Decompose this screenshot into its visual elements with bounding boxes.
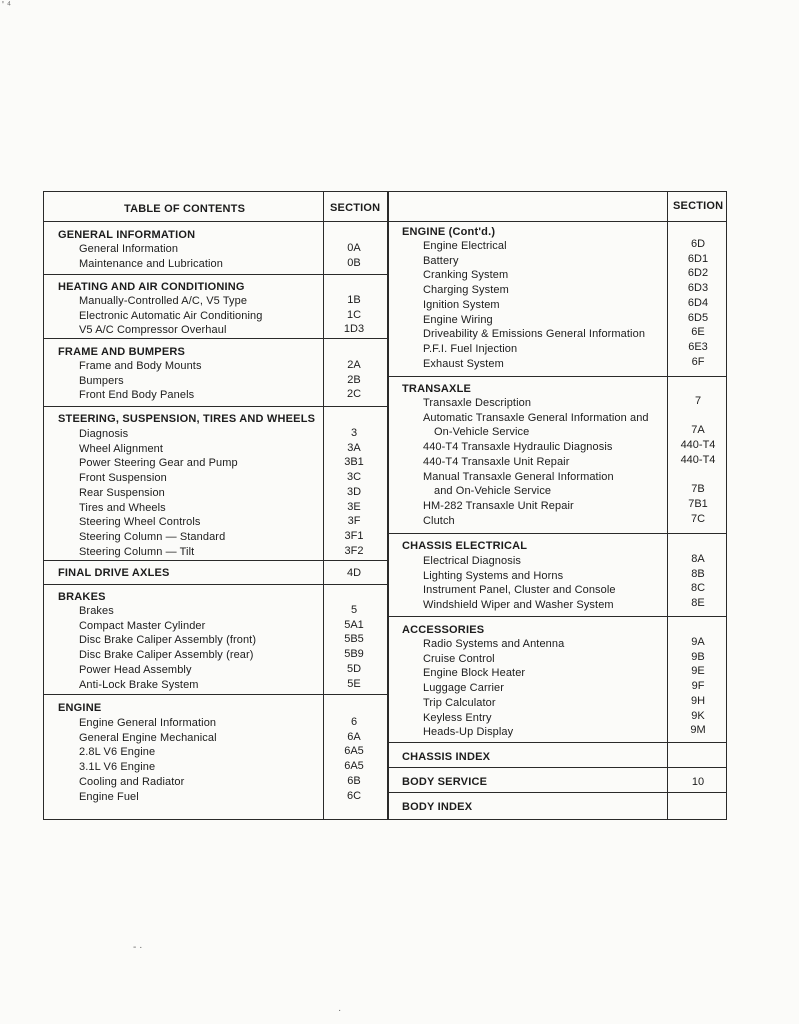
toc-entry-label: Wheel Alignment [79, 442, 164, 455]
section-code: 5D [346, 662, 362, 675]
toc-entry-label: Compact Master Cylinder [79, 619, 206, 632]
toc-entry-label: Engine General Information [79, 717, 217, 729]
group-title: STEERING, SUSPENSION, TIRES AND WHEELS [58, 413, 316, 425]
toc-group [389, 617, 726, 743]
section-code: 3F [347, 515, 361, 528]
section-code: 6D1 [687, 252, 709, 265]
toc-group [389, 793, 726, 821]
toc-entry-label: HM-282 Transaxle Unit Repair [423, 499, 574, 512]
section-code: 3D [346, 485, 362, 498]
toc-group [44, 561, 387, 585]
toc-group [44, 585, 387, 695]
section-code: 6B [347, 774, 361, 787]
toc-entry-label: Manual Transaxle General Information [423, 470, 614, 483]
section-code: 7A [691, 424, 705, 437]
toc-entry-label: Clutch [423, 514, 455, 527]
toc-entry-label: Windshield Wiper and Washer System [423, 599, 614, 612]
toc-group [389, 768, 726, 793]
toc-entry-label: Engine Block Heater [423, 667, 526, 680]
group-title: GENERAL INFORMATION [58, 229, 196, 241]
toc-entry-label: Exhaust System [423, 357, 504, 370]
group-title: CHASSIS INDEX [402, 751, 491, 763]
section-code: 440-T4 [680, 439, 716, 452]
section-code: 9A [691, 636, 705, 648]
section-code: 3F2 [344, 544, 364, 557]
toc-group [44, 275, 387, 339]
section-code: 8B [691, 567, 705, 580]
toc-entry-label: Engine Fuel [79, 790, 139, 803]
section-code: 6F [691, 355, 705, 368]
section-code: 3E [347, 500, 361, 513]
section-code: 3A [347, 441, 361, 454]
toc-entry-label: Cooling and Radiator [79, 775, 185, 788]
toc-entry-label: Disc Brake Caliper Assembly (front) [79, 634, 257, 647]
toc-entry-label: Engine Wiring [423, 313, 493, 326]
section-code: 9M [690, 724, 706, 737]
section-code: 7C [690, 512, 706, 525]
group-title: CHASSIS ELECTRICAL [402, 540, 528, 552]
toc-group [44, 695, 387, 821]
toc-entry-label: Power Steering Gear and Pump [79, 457, 238, 470]
toc-entry-label: Trip Calculator [423, 696, 496, 709]
left-header-row [44, 192, 387, 222]
right-header-row [389, 192, 726, 222]
section-code: 6D [690, 238, 706, 250]
section-code: 9K [691, 709, 705, 722]
toc-group [44, 222, 387, 275]
toc-entry-label: Front Suspension [79, 472, 167, 485]
toc-entry-label: Keyless Entry [423, 711, 492, 724]
section-code: 6A5 [344, 760, 364, 773]
section-code: 6D2 [687, 267, 709, 280]
toc-entry-label: Radio Systems and Antenna [423, 638, 565, 650]
section-code: 6D5 [687, 311, 709, 324]
toc-entry-label: Front End Body Panels [79, 389, 195, 402]
section-code: 6D4 [687, 296, 709, 309]
section-code: 9E [691, 665, 705, 678]
group-title: ENGINE (Cont'd.) [402, 226, 496, 238]
toc-group [44, 339, 387, 407]
toc-entry-label: Ignition System [423, 298, 500, 311]
section-code: 5E [347, 677, 361, 690]
section-code: 1C [346, 308, 362, 321]
group-title: BRAKES [58, 591, 106, 603]
table-of-contents [43, 191, 727, 820]
toc-entry-label: Frame and Body Mounts [79, 360, 202, 372]
section-code: 0B [347, 256, 361, 269]
toc-entry-label: 3.1L V6 Engine [79, 761, 156, 774]
toc-entry-label: 440-T4 Transaxle Hydraulic Diagnosis [423, 441, 613, 454]
toc-entry-label: 2.8L V6 Engine [79, 746, 156, 759]
group-title: FINAL DRIVE AXLES [58, 567, 170, 579]
group-title: ENGINE [58, 702, 102, 714]
toc-entry-label: Tires and Wheels [79, 501, 166, 514]
toc-entry-label: Automatic Transaxle General Information and [423, 411, 649, 424]
toc-title: TABLE OF CONTENTS [124, 203, 246, 215]
section-code: 6E3 [688, 340, 708, 353]
toc-entry-label: Disc Brake Caliper Assembly (rear) [79, 649, 254, 662]
section-code: 3 [350, 427, 358, 439]
section-code: 10 [691, 776, 705, 788]
right-section-header: SECTION [673, 200, 724, 212]
toc-entry-label: Bumpers [79, 374, 124, 387]
section-code: 3F1 [344, 529, 364, 542]
toc-entry-label: Driveability & Emissions General Information [423, 328, 646, 341]
group-title: BODY INDEX [402, 801, 473, 813]
section-code: 4D [346, 567, 362, 579]
toc-entry-label: P.F.I. Fuel Injection [423, 342, 518, 355]
toc-entry-label: Manually-Controlled A/C, V5 Type [79, 295, 248, 307]
group-title: TRANSAXLE [402, 383, 472, 395]
group-title: BODY SERVICE [402, 776, 488, 788]
toc-entry-label: Power Head Assembly [79, 663, 192, 676]
toc-entry-label: Maintenance and Lubrication [79, 257, 223, 270]
section-code: 7B [691, 483, 705, 496]
toc-group [389, 743, 726, 768]
section-code: 5B9 [344, 648, 364, 661]
section-code: 9F [691, 680, 705, 693]
toc-entry-label: On-Vehicle Service [434, 426, 530, 439]
toc-entry-label: V5 A/C Compressor Overhaul [79, 324, 227, 337]
toc-entry-label: Cranking System [423, 269, 509, 282]
section-code: 9H [690, 694, 706, 707]
toc-entry-label: Engine Electrical [423, 240, 507, 252]
section-code: 2C [346, 388, 362, 401]
toc-entry-label: Battery [423, 254, 459, 267]
toc-entry-label: Steering Column — Tilt [79, 545, 195, 558]
toc-entry-label: Instrument Panel, Cluster and Console [423, 584, 616, 597]
toc-group [389, 534, 726, 617]
toc-group [44, 407, 387, 561]
toc-entry-label: Lighting Systems and Horns [423, 569, 564, 582]
toc-entry-label: Transaxle Description [423, 397, 532, 409]
left-section-header: SECTION [330, 202, 381, 214]
toc-right-column [388, 192, 726, 819]
section-code: 6A5 [344, 745, 364, 758]
group-title: ACCESSORIES [402, 624, 485, 636]
section-code: 8E [691, 597, 705, 610]
section-code: 1D3 [343, 323, 365, 336]
toc-entry-label: Steering Column — Standard [79, 530, 226, 543]
section-code: 8A [691, 553, 705, 565]
toc-group [389, 377, 726, 534]
section-code: 2B [347, 373, 361, 386]
section-code: 6C [346, 789, 362, 802]
section-code: 0A [347, 242, 361, 254]
section-code: 3C [346, 471, 362, 484]
section-code: 2A [347, 359, 361, 371]
section-code: 5 [350, 604, 358, 616]
toc-entry-label: General Information [79, 243, 179, 255]
section-code: 3B1 [344, 456, 364, 469]
toc-left-column [44, 192, 388, 819]
section-code: 6 [350, 716, 358, 728]
toc-group [389, 222, 726, 377]
toc-entry-label: General Engine Mechanical [79, 731, 217, 744]
toc-entry-label: Electrical Diagnosis [423, 555, 521, 567]
group-title: HEATING AND AIR CONDITIONING [58, 281, 245, 293]
section-code: 7B1 [688, 497, 708, 510]
section-code: 1B [347, 294, 361, 306]
toc-entry-label: Anti-Lock Brake System [79, 678, 199, 691]
section-code: 440-T4 [680, 453, 716, 466]
toc-entry-label: and On-Vehicle Service [434, 485, 552, 498]
toc-entry-label: Cruise Control [423, 652, 495, 665]
toc-entry-label: Electronic Automatic Air Conditioning [79, 309, 263, 322]
toc-entry-label: Steering Wheel Controls [79, 516, 201, 529]
group-title: FRAME AND BUMPERS [58, 346, 186, 358]
section-code: 5A1 [344, 618, 364, 631]
section-code: 8C [690, 582, 706, 595]
toc-entry-label: Luggage Carrier [423, 682, 504, 695]
toc-entry-label: Charging System [423, 284, 509, 297]
toc-entry-label: Heads-Up Display [423, 726, 514, 739]
section-code: 5B5 [344, 633, 364, 646]
toc-entry-label: 440-T4 Transaxle Unit Repair [423, 455, 570, 468]
section-code: 6E [691, 326, 705, 339]
toc-entry-label: Brakes [79, 605, 114, 617]
toc-entry-label: Diagnosis [79, 428, 129, 440]
section-code: 6D3 [687, 282, 709, 295]
section-code: 7 [694, 395, 702, 407]
section-code: 9B [691, 650, 705, 663]
section-code: 6A [347, 730, 361, 743]
toc-entry-label: Rear Suspension [79, 486, 165, 499]
